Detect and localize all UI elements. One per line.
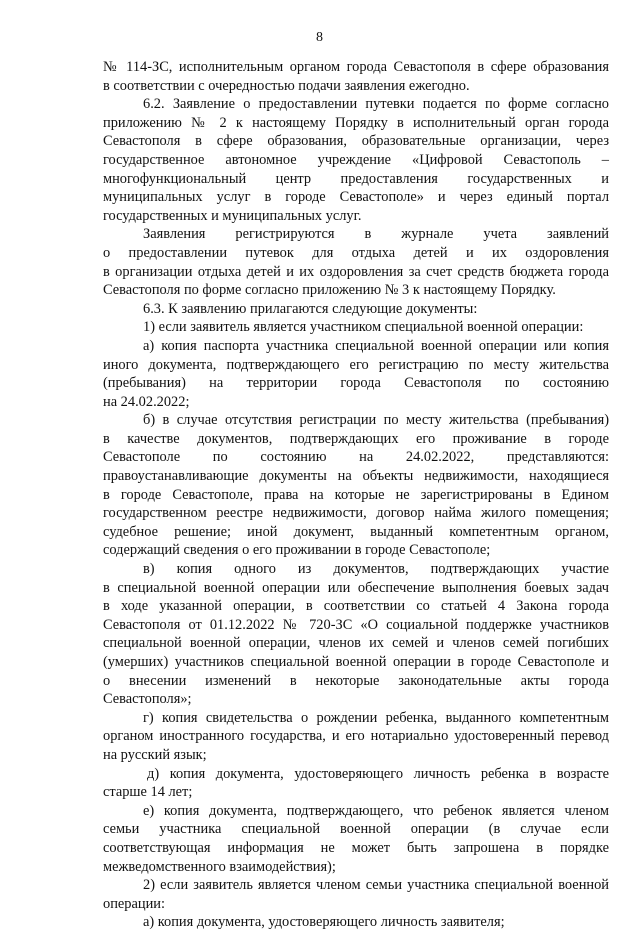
paragraph-line: государственное автономное учреждение «Цифровой Севастополь – xyxy=(103,151,609,168)
paragraph-line: государственном реестре недвижимости, договор найма жилого помещения; xyxy=(103,505,609,522)
paragraph-line: содержащий сведения о его проживании в городе Севастополе; xyxy=(103,542,491,559)
paragraph-line: операции: xyxy=(103,895,165,912)
paragraph-line: семьи участника специальной военной операции (в случае если xyxy=(103,821,609,838)
paragraph-line: иного документа, подтверждающего его регистрацию по месту жительства xyxy=(103,356,609,373)
paragraph-line: многофункциональный центр предоставления государственных и xyxy=(103,170,609,187)
paragraph-line: Севастополя»; xyxy=(103,691,192,708)
paragraph-line: в) копия одного из документов, подтверждающих участие xyxy=(143,561,609,578)
paragraph-line: в соответствии с очередностью подачи заявления ежегодно. xyxy=(103,77,470,94)
paragraph-line: в организации отдыха детей и их оздоровления за счет средств бюджета города xyxy=(103,263,609,280)
paragraph-line: е) копия документа, подтверждающего, что ребенок является членом xyxy=(143,802,609,819)
paragraph-line: г) копия свидетельства о рождении ребенка, выданного компетентным xyxy=(143,709,609,726)
paragraph-line: межведомственного взаимодействия); xyxy=(103,858,336,875)
paragraph-line: Севастополя от 01.12.2022 № 720-ЗС «О социальной поддержке участников xyxy=(103,616,609,633)
paragraph-line: муниципальных услуг в городе Севастополе» и через единый портал xyxy=(103,189,609,206)
paragraph-line: (пребывания) на территории города Севастополя по состоянию xyxy=(103,375,609,392)
paragraph-line: в городе Севастополе, права на которые не зарегистрированы в Едином xyxy=(103,486,609,503)
paragraph-line: в специальной военной операции или обеспечение выполнения боевых задач xyxy=(103,579,609,596)
paragraph-line: Севастополя по форме согласно приложению № 3 к настоящему Порядку. xyxy=(103,282,556,299)
paragraph-line: на русский язык; xyxy=(103,746,207,763)
paragraph-line: а) копия документа, удостоверяющего личность заявителя; xyxy=(143,914,505,931)
paragraph-line: Севастополе по состоянию на 24.02.2022, представляются: xyxy=(103,449,609,466)
paragraph-line: в ходе указанной операции, в соответствии со статьей 4 Закона города xyxy=(103,598,609,615)
paragraph-line: судебное решение; иной документ, выданный компетентным органом, xyxy=(103,523,609,540)
paragraph-line: Севастополя в сфере образования, образовательные организации, через xyxy=(103,133,609,150)
paragraph-line: государственных и муниципальных услуг. xyxy=(103,207,362,224)
paragraph-line: 6.2. Заявление о предоставлении путевки подается по форме согласно xyxy=(143,96,609,113)
paragraph-line: органом иностранного государства, и его нотариально удостоверенный перевод xyxy=(103,728,609,745)
paragraph-line: соответствующая информация не может быть запрошена в порядке xyxy=(103,839,609,856)
paragraph-line: б) в случае отсутствия регистрации по месту жительства (пребывания) xyxy=(143,412,609,429)
paragraph-line: 6.3. К заявлению прилагаются следующие документы: xyxy=(143,300,478,317)
paragraph-line: о предоставлении путевок для отдыха детей и их оздоровления xyxy=(103,244,609,261)
paragraph-line: на 24.02.2022; xyxy=(103,393,190,410)
paragraph-line: приложению № 2 к настоящему Порядку в исполнительный орган города xyxy=(103,114,609,131)
paragraph-line: старше 14 лет; xyxy=(103,784,193,801)
paragraph-line: 2) если заявитель является членом семьи участника специальной военной xyxy=(143,877,609,894)
paragraph-line: в качестве документов, подтверждающих его проживание в городе xyxy=(103,430,609,447)
paragraph-line: 1) если заявитель является участником специальной военной операции: xyxy=(143,319,584,336)
paragraph-line: Заявления регистрируются в журнале учета заявлений xyxy=(143,226,609,243)
document-body xyxy=(103,58,609,932)
paragraph-line: правоустанавливающие документы на объекты недвижимости, находящиеся xyxy=(103,468,609,485)
paragraph-line: № 114-ЗС, исполнительным органом города Севастополя в сфере образования xyxy=(103,59,609,75)
paragraph-line: специальной военной операции, членов их семей и членов семей погибших xyxy=(103,635,609,652)
page-number: 8 xyxy=(316,30,323,45)
paragraph-line: о внесении изменений в некоторые законодательные акты города xyxy=(103,672,609,689)
paragraph-line: д) копия документа, удостоверяющего личность ребенка в возрасте xyxy=(147,765,609,782)
paragraph-line: а) копия паспорта участника специальной военной операции или копия xyxy=(143,337,609,354)
paragraph-line: (умерших) участников специальной военной операции в городе Севастополе и xyxy=(103,654,609,670)
